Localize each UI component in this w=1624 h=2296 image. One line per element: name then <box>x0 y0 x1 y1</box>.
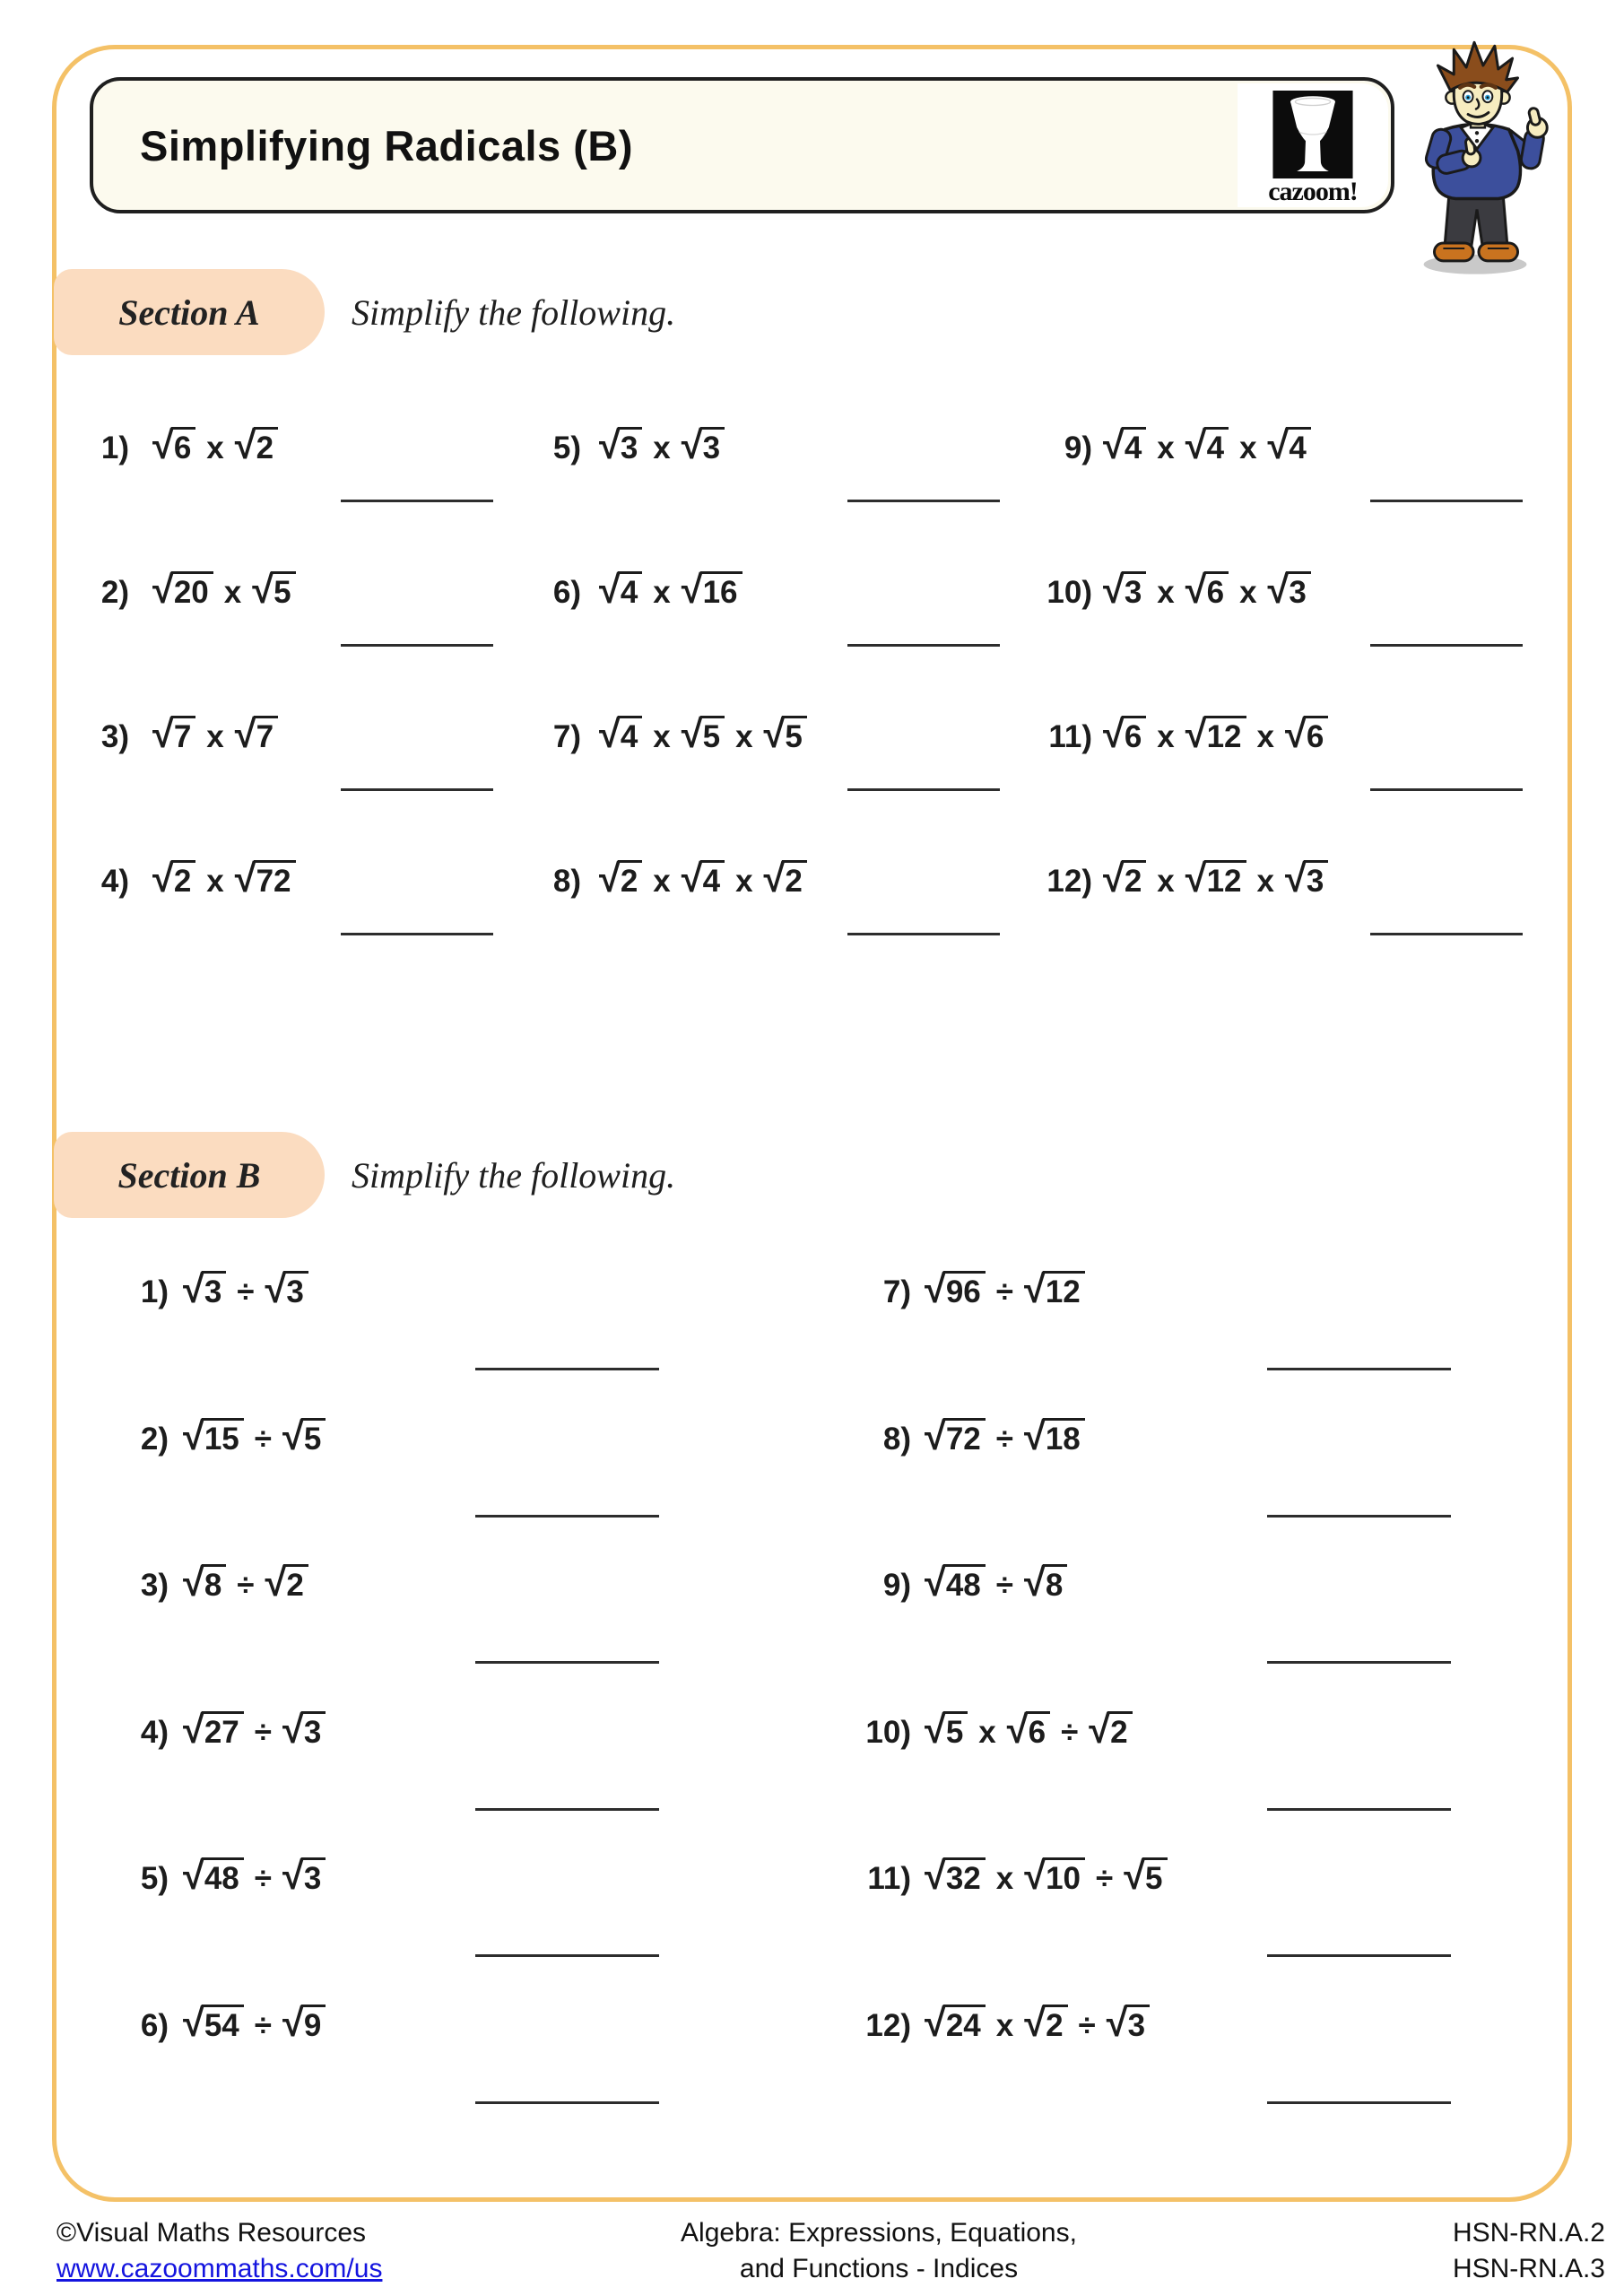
answer-line[interactable] <box>847 788 1000 791</box>
divide-operator: ÷ <box>254 1715 272 1750</box>
radicand: 54 <box>202 2005 244 2045</box>
radical-sign: √ <box>152 713 174 756</box>
multiply-operator: x <box>995 2008 1014 2043</box>
radical-sign: √ <box>1103 857 1125 900</box>
multiply-operator: x <box>978 1715 996 1750</box>
radical-term <box>1185 713 1246 756</box>
radical-term <box>265 1561 308 1605</box>
divide-operator: ÷ <box>237 1274 255 1309</box>
radical-sign: √ <box>282 1855 304 1898</box>
radical-term <box>925 2002 986 2045</box>
radicand: 16 <box>700 571 743 612</box>
radical-sign: √ <box>234 713 256 756</box>
radicand: 4 <box>1286 427 1310 467</box>
multiply-operator: x <box>1256 719 1274 754</box>
radical-sign: √ <box>599 713 621 756</box>
radical-term <box>183 1415 244 1458</box>
problem-number: 6) <box>552 575 581 610</box>
radical-term <box>599 713 642 756</box>
problem-number: 12) <box>1046 864 1092 899</box>
radical-sign: √ <box>599 569 621 612</box>
divide-operator: ÷ <box>254 1422 272 1457</box>
problem-number: 4) <box>100 864 129 899</box>
radical-sign: √ <box>183 1709 204 1752</box>
radicand: 3 <box>202 1271 226 1311</box>
radicand: 8 <box>1043 1564 1067 1605</box>
website-link[interactable]: www.cazoommaths.com/us <box>56 2254 383 2283</box>
problem <box>1028 569 1311 613</box>
problem-number: 9) <box>1064 430 1092 465</box>
radicand: 5 <box>782 716 806 756</box>
radical-sign: √ <box>1124 1855 1146 1898</box>
answer-line[interactable] <box>475 1515 659 1518</box>
radicand: 2 <box>171 860 195 900</box>
radical-sign: √ <box>1185 713 1207 756</box>
radical-sign: √ <box>1006 1709 1029 1752</box>
radicand: 2 <box>1043 2005 1067 2045</box>
radical-term <box>234 713 278 756</box>
section-b-tab <box>54 1132 325 1218</box>
multiply-operator: x <box>653 719 671 754</box>
radicand: 15 <box>202 1418 244 1458</box>
multiply-operator: x <box>1157 719 1175 754</box>
multiply-operator: x <box>1157 864 1175 899</box>
multiply-operator: x <box>735 719 753 754</box>
multiply-operator: x <box>206 430 224 465</box>
answer-line[interactable] <box>847 500 1000 502</box>
radical-sign: √ <box>183 1415 204 1458</box>
radical-term <box>183 1268 226 1311</box>
problem-number: 10) <box>865 1715 911 1750</box>
radicand: 3 <box>283 1271 308 1311</box>
radical-sign: √ <box>599 857 621 900</box>
radical-term <box>925 1855 986 1898</box>
radical-term <box>152 569 213 612</box>
radical-term <box>681 857 725 900</box>
radical-sign: √ <box>252 569 274 612</box>
radical-term <box>282 2002 326 2045</box>
radical-term <box>282 1855 326 1898</box>
radical-sign: √ <box>1285 857 1307 900</box>
divide-operator: ÷ <box>1078 2008 1096 2043</box>
radical-sign: √ <box>1024 2002 1046 2045</box>
problem-number: 6) <box>140 2008 169 2043</box>
radicand: 6 <box>1026 1711 1050 1752</box>
radical-term <box>234 857 296 900</box>
radical-term <box>1023 1561 1067 1605</box>
radical-sign: √ <box>1267 424 1290 467</box>
answer-line[interactable] <box>475 2101 659 2104</box>
answer-line[interactable] <box>847 644 1000 647</box>
radicand: 3 <box>1286 571 1310 612</box>
radicand: 5 <box>301 1418 326 1458</box>
divide-operator: ÷ <box>254 2008 272 2043</box>
problem <box>126 2002 326 2046</box>
problem-number: 8) <box>552 864 581 899</box>
problem <box>852 1855 1168 1899</box>
radical-term <box>599 857 642 900</box>
section-b-label: Section B <box>117 1154 261 1196</box>
radical-sign: √ <box>1023 1561 1046 1605</box>
problem-number: 1) <box>140 1274 169 1309</box>
radical-sign: √ <box>183 1855 204 1898</box>
radical-term <box>1267 569 1311 612</box>
radical-term <box>152 857 195 900</box>
category-line-2: and Functions - Indices <box>739 2254 1019 2283</box>
radical-term <box>763 713 807 756</box>
radical-sign: √ <box>1185 424 1207 467</box>
radical-sign: √ <box>1023 1415 1046 1458</box>
radical-term <box>1106 2002 1150 2045</box>
problem <box>126 1561 308 1605</box>
radical-sign: √ <box>763 713 786 756</box>
radical-sign: √ <box>763 857 786 900</box>
answer-line[interactable] <box>1370 933 1523 935</box>
radicand: 72 <box>943 1418 986 1458</box>
answer-line[interactable] <box>1267 1954 1451 1957</box>
radical-sign: √ <box>1023 1268 1046 1311</box>
page-title: Simplifying Radicals (B) <box>140 121 633 170</box>
radicand: 3 <box>1125 2005 1150 2045</box>
radical-term <box>1124 1855 1167 1898</box>
problem <box>126 1709 326 1752</box>
radicand: 5 <box>1142 1857 1167 1898</box>
footer-standards <box>1399 2215 1605 2287</box>
radical-sign: √ <box>1103 424 1125 467</box>
radicand: 8 <box>202 1564 226 1605</box>
answer-line[interactable] <box>475 1661 659 1664</box>
problem <box>852 2002 1150 2046</box>
radical-term <box>1285 713 1328 756</box>
problem-number: 2) <box>140 1422 169 1457</box>
radical-sign: √ <box>1106 2002 1128 2045</box>
radical-sign: √ <box>1285 713 1307 756</box>
radicand: 32 <box>943 1857 986 1898</box>
radicand: 5 <box>943 1711 968 1752</box>
problem <box>86 569 296 613</box>
multiply-operator: x <box>735 864 753 899</box>
radical-term <box>599 569 642 612</box>
answer-line[interactable] <box>475 1808 659 1811</box>
standard-code-1: HSN-RN.A.2 <box>1452 2218 1605 2248</box>
problem <box>86 857 296 901</box>
radical-sign: √ <box>925 1855 946 1898</box>
radical-sign: √ <box>1267 569 1290 612</box>
radical-term <box>925 1415 986 1458</box>
radical-sign: √ <box>183 1268 204 1311</box>
problem <box>1028 713 1328 757</box>
radical-sign: √ <box>681 424 703 467</box>
problem <box>852 1561 1067 1605</box>
problem-number: 9) <box>882 1568 911 1603</box>
radical-sign: √ <box>925 1268 946 1311</box>
radical-term <box>599 424 642 467</box>
radical-sign: √ <box>681 713 703 756</box>
radical-sign: √ <box>183 2002 204 2045</box>
radicand: 6 <box>1204 571 1229 612</box>
radicand: 7 <box>254 716 278 756</box>
radical-sign: √ <box>183 1561 204 1605</box>
radicand: 48 <box>202 1857 244 1898</box>
radical-term <box>681 713 725 756</box>
divide-operator: ÷ <box>237 1568 255 1603</box>
radical-sign: √ <box>265 1268 287 1311</box>
problem <box>1028 424 1311 468</box>
radicand: 96 <box>943 1271 986 1311</box>
multiply-operator: x <box>1239 430 1257 465</box>
problem-number: 4) <box>140 1715 169 1750</box>
answer-line[interactable] <box>1370 500 1523 502</box>
problem <box>538 857 807 901</box>
problem-number: 10) <box>1046 575 1092 610</box>
problem-number: 5) <box>552 430 581 465</box>
answer-line[interactable] <box>1267 1661 1451 1664</box>
divide-operator: ÷ <box>995 1422 1013 1457</box>
radical-term <box>1185 569 1229 612</box>
multiply-operator: x <box>653 864 671 899</box>
radical-sign: √ <box>681 857 703 900</box>
radical-term <box>925 1561 986 1605</box>
radical-term <box>1024 2002 1067 2045</box>
problem-number: 7) <box>882 1274 911 1309</box>
multiply-operator: x <box>653 575 671 610</box>
multiply-operator: x <box>1157 575 1175 610</box>
answer-line[interactable] <box>1267 1515 1451 1518</box>
cazoom-logo <box>1238 83 1388 207</box>
multiply-operator: x <box>653 430 671 465</box>
title-box <box>90 77 1394 213</box>
radical-term <box>925 1709 968 1752</box>
category-line-1: Algebra: Expressions, Equations, <box>681 2218 1077 2248</box>
radicand: 5 <box>271 571 295 612</box>
problem <box>86 424 278 468</box>
answer-line[interactable] <box>341 788 493 791</box>
radicand: 2 <box>782 860 806 900</box>
radical-term <box>183 1855 244 1898</box>
radical-term <box>1285 857 1328 900</box>
radicand: 3 <box>700 427 725 467</box>
logo-wordmark: cazoom! <box>1268 177 1358 206</box>
radicand: 72 <box>254 860 296 900</box>
radical-sign: √ <box>1024 1855 1046 1898</box>
multiply-operator: x <box>206 864 224 899</box>
answer-line[interactable] <box>1370 788 1523 791</box>
divide-operator: ÷ <box>995 1568 1013 1603</box>
radicand: 2 <box>254 427 278 467</box>
problem-number: 7) <box>552 719 581 754</box>
section-a-tab <box>54 269 325 355</box>
radical-sign: √ <box>265 1561 287 1605</box>
footer-category <box>592 2215 1166 2287</box>
radical-term <box>1185 424 1229 467</box>
radicand: 27 <box>202 1711 244 1752</box>
radical-term <box>925 1268 986 1311</box>
multiply-operator: x <box>223 575 242 610</box>
radical-term <box>1023 1415 1085 1458</box>
radicand: 3 <box>618 427 642 467</box>
radicand: 3 <box>301 1857 326 1898</box>
radical-term <box>1089 1709 1132 1752</box>
radical-term <box>1024 1855 1085 1898</box>
radical-sign: √ <box>1103 713 1125 756</box>
radical-term <box>1267 424 1311 467</box>
problem <box>538 713 807 757</box>
radical-term <box>1103 713 1146 756</box>
radical-term <box>1103 424 1146 467</box>
answer-line[interactable] <box>1267 1368 1451 1370</box>
divide-operator: ÷ <box>995 1274 1013 1309</box>
radicand: 6 <box>171 427 195 467</box>
answer-line[interactable] <box>847 933 1000 935</box>
copyright-text: ©Visual Maths Resources <box>56 2218 367 2248</box>
multiply-operator: x <box>995 1861 1014 1896</box>
radical-sign: √ <box>1185 569 1207 612</box>
problem-number: 12) <box>865 2008 911 2043</box>
answer-line[interactable] <box>341 933 493 935</box>
radical-sign: √ <box>681 569 703 612</box>
problem <box>538 424 725 468</box>
radical-sign: √ <box>234 857 256 900</box>
problem-number: 3) <box>100 719 129 754</box>
radicand: 4 <box>618 716 642 756</box>
problem-number: 3) <box>140 1568 169 1603</box>
answer-line[interactable] <box>1267 1808 1451 1811</box>
radicand: 4 <box>700 860 725 900</box>
djembe-drum-icon <box>1272 91 1354 178</box>
section-a-instruction: Simplify the following. <box>352 291 676 333</box>
radical-term <box>265 1268 308 1311</box>
radicand: 4 <box>1122 427 1146 467</box>
radical-term <box>183 1709 244 1752</box>
radicand: 7 <box>171 716 195 756</box>
radicand: 2 <box>1122 860 1146 900</box>
problem <box>852 1415 1085 1459</box>
answer-line[interactable] <box>1267 2101 1451 2104</box>
radical-term <box>681 424 725 467</box>
problem <box>86 713 278 757</box>
radical-term <box>763 857 807 900</box>
radical-sign: √ <box>282 1709 304 1752</box>
multiply-operator: x <box>1256 864 1274 899</box>
radicand: 5 <box>700 716 725 756</box>
problem <box>538 569 743 613</box>
radical-term <box>152 424 195 467</box>
radicand: 20 <box>171 571 213 612</box>
radicand: 18 <box>1043 1418 1085 1458</box>
radical-sign: √ <box>925 1415 946 1458</box>
radicand: 3 <box>301 1711 326 1752</box>
standard-code-2: HSN-RN.A.3 <box>1452 2254 1605 2283</box>
radical-term <box>282 1709 326 1752</box>
radical-term <box>1006 1709 1050 1752</box>
answer-line[interactable] <box>341 500 493 502</box>
problem <box>126 1268 308 1312</box>
radicand: 3 <box>1122 571 1146 612</box>
radical-sign: √ <box>925 1561 946 1605</box>
radical-sign: √ <box>1089 1709 1111 1752</box>
problem <box>1028 857 1328 901</box>
problem-number: 2) <box>100 575 129 610</box>
radicand: 9 <box>301 2005 326 2045</box>
radical-term <box>152 713 195 756</box>
radical-sign: √ <box>152 424 174 467</box>
radical-term <box>1103 569 1146 612</box>
radical-sign: √ <box>152 857 174 900</box>
radical-term <box>1103 857 1146 900</box>
problem-number: 1) <box>100 430 129 465</box>
problem-number: 11) <box>867 1861 911 1896</box>
radicand: 2 <box>618 860 642 900</box>
radical-sign: √ <box>234 424 256 467</box>
divide-operator: ÷ <box>254 1861 272 1896</box>
multiply-operator: x <box>1157 430 1175 465</box>
radicand: 48 <box>943 1564 986 1605</box>
radicand: 6 <box>1304 716 1328 756</box>
section-b-instruction: Simplify the following. <box>352 1154 676 1196</box>
radicand: 12 <box>1204 860 1246 900</box>
radical-sign: √ <box>282 2002 304 2045</box>
problem <box>852 1709 1133 1752</box>
radicand: 12 <box>1043 1271 1085 1311</box>
radical-sign: √ <box>599 424 621 467</box>
problem-number: 5) <box>140 1861 169 1896</box>
answer-line[interactable] <box>475 1954 659 1957</box>
radical-term <box>183 1561 226 1605</box>
radical-term <box>234 424 278 467</box>
radical-term <box>252 569 295 612</box>
problem <box>126 1415 326 1459</box>
answer-line[interactable] <box>475 1368 659 1370</box>
divide-operator: ÷ <box>1096 1861 1114 1896</box>
answer-line[interactable] <box>341 644 493 647</box>
radical-sign: √ <box>282 1415 304 1458</box>
answer-line[interactable] <box>1370 644 1523 647</box>
divide-operator: ÷ <box>1061 1715 1079 1750</box>
radical-sign: √ <box>1185 857 1207 900</box>
section-a-label: Section A <box>118 291 260 333</box>
problem-number: 11) <box>1048 719 1092 754</box>
multiply-operator: x <box>1239 575 1257 610</box>
radicand: 4 <box>618 571 642 612</box>
radical-term <box>183 2002 244 2045</box>
problem-number: 8) <box>882 1422 911 1457</box>
radicand: 3 <box>1304 860 1328 900</box>
mascot-character <box>1388 36 1566 278</box>
radical-term <box>1185 857 1246 900</box>
radicand: 6 <box>1122 716 1146 756</box>
radicand: 2 <box>283 1564 308 1605</box>
footer-credits <box>56 2215 382 2287</box>
radicand: 12 <box>1204 716 1246 756</box>
radicand: 2 <box>1107 1711 1132 1752</box>
radicand: 24 <box>943 2005 986 2045</box>
radicand: 4 <box>1204 427 1229 467</box>
radical-sign: √ <box>152 569 174 612</box>
radical-term <box>681 569 743 612</box>
radical-term <box>1023 1268 1085 1311</box>
radical-term <box>282 1415 326 1458</box>
problem <box>852 1268 1085 1312</box>
problem <box>126 1855 326 1899</box>
radical-sign: √ <box>1103 569 1125 612</box>
multiply-operator: x <box>206 719 224 754</box>
radical-sign: √ <box>925 1709 946 1752</box>
radicand: 10 <box>1043 1857 1085 1898</box>
radical-sign: √ <box>925 2002 946 2045</box>
